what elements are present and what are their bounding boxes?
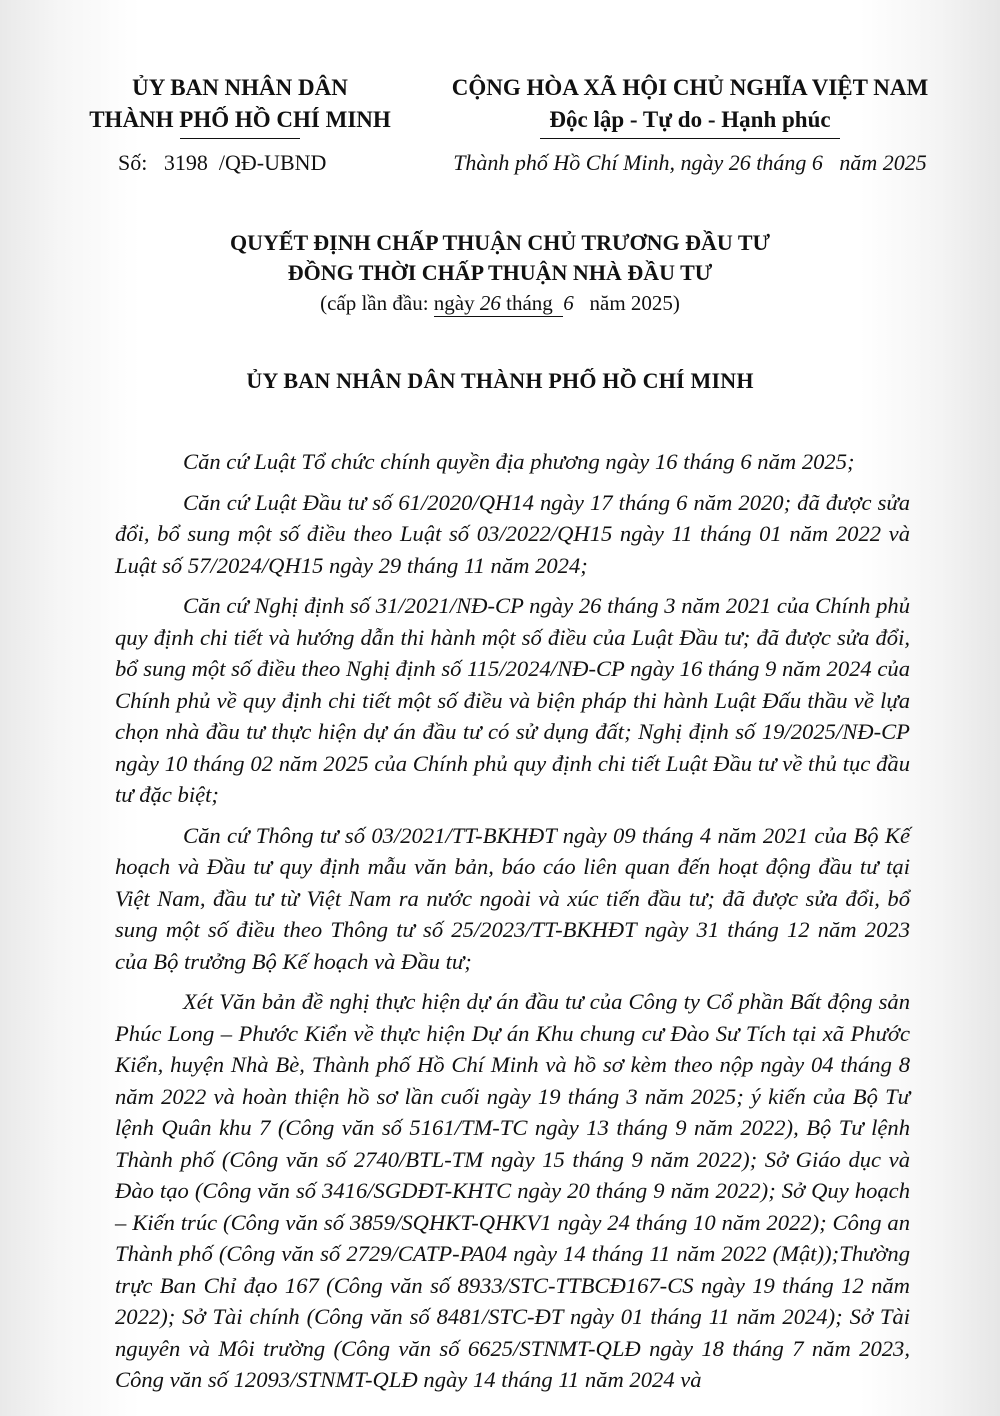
issue-year: năm 2025) [589, 291, 680, 315]
authority-line-1: ỦY BAN NHÂN DÂN [132, 75, 348, 100]
paragraph: Căn cứ Thông tư số 03/2021/TT-BKHĐT ngày 09 tháng 4 năm 2021 của Bộ Kế hoạch và Đầu tư quy định mẫu văn bản, báo cáo liên quan đến hoạt động đầu tư tại Việt Nam, đầu tư từ Việt Nam ra nước ngoài và xúc tiến đầu tư; đã được sửa đổi, bổ sung một số điều theo Thông tư số 25/2023/TT-BKHĐT ngày 31 tháng 12 năm 2023 của Bộ trưởng Bộ Kế hoạch và Đầu tư; [115, 822, 910, 974]
deciding-authority: ỦY BAN NHÂN DÂN THÀNH PHỐ HỒ CHÍ MINH [246, 368, 754, 393]
issue-date-line [60, 288, 940, 318]
title-line-1: QUYẾT ĐỊNH CHẤP THUẬN CHỦ TRƯƠNG ĐẦU TƯ [229, 230, 771, 255]
title-line-2: ĐỒNG THỜI CHẤP THUẬN NHÀ ĐẦU TƯ [287, 260, 713, 285]
issue-day: 26 [479, 291, 501, 315]
issue-month-label: tháng [506, 291, 553, 315]
document-number [118, 150, 326, 176]
issue-month: 6 [563, 291, 574, 315]
issuing-authority-header [70, 72, 410, 139]
document-title [60, 228, 940, 318]
doc-number-suffix: /QĐ-UBND [218, 150, 327, 175]
issue-day-label: ngày [433, 291, 475, 315]
doc-number-prefix: Số: [118, 150, 148, 175]
issue-date-underlined [434, 290, 563, 317]
issue-prefix: (cấp lần đầu: [320, 291, 429, 315]
doc-number-value: 3198 [163, 150, 208, 175]
paragraph: Căn cứ Luật Đầu tư số 61/2020/QH14 ngày 17 tháng 6 năm 2020; đã được sửa đổi, bổ sung một số điều theo Luật số 03/2022/QH15 ngày 11 tháng 01 năm 2022 và Luật số 57/2024/QH15 ngày 29 tháng 11 năm 2024; [115, 489, 910, 578]
country-name: CỘNG HÒA XÃ HỘI CHỦ NGHĨA VIỆT NAM [451, 75, 929, 100]
document-date: Thành phố Hồ Chí Minh, ngày 26 tháng 6 năm 2025 [453, 150, 927, 175]
authority-underline [180, 138, 300, 139]
document-body [115, 446, 910, 1405]
motto: Độc lập - Tự do - Hạnh phúc [549, 107, 831, 132]
authority-line-2: THÀNH PHỐ HỒ CHÍ MINH [89, 107, 391, 132]
paragraph: Căn cứ Nghị định số 31/2021/NĐ-CP ngày 26 tháng 3 năm 2021 của Chính phủ quy định chi tiết và hướng dẫn thi hành một số điều của Luật Đầu tư; đã được sửa đổi, bổ sung một số điều theo Nghị định số 115/2024/NĐ-CP ngày 16 tháng 9 năm 2024 của Chính phủ về quy định chi tiết một số điều và biện pháp thi hành Luật Đấu thầu về lựa chọn nhà đầu tư thực hiện dự án đầu tư có sử dụng đất; Nghị định số 19/2025/NĐ-CP ngày 10 tháng 02 năm 2025 của Chính phủ quy định chi tiết Luật Đầu tư về thủ tục đầu tư đặc biệt; [115, 593, 910, 807]
national-motto-header [420, 72, 960, 139]
motto-underline [540, 138, 840, 139]
paragraph: Xét Văn bản đề nghị thực hiện dự án đầu tư của Công ty Cổ phần Bất động sản Phúc Long – Phước Kiển về thực hiện Dự án Khu chung cư Đào Sư Tích tại xã Phước Kiển, huyện Nhà Bè, Thành phố Hồ Chí Minh và hồ sơ kèm theo nộp ngày 04 tháng 8 năm 2022 và hoàn thiện hồ sơ lần cuối ngày 19 tháng 3 năm 2025; ý kiến của Bộ Tư lệnh Quân khu 7 (Công văn số 5161/TM-TC ngày 13 tháng 9 năm 2022), Bộ Tư lệnh Thành phố (Công văn số 2740/BTL-TM ngày 15 tháng 9 năm 2022); Sở Giáo dục và Đào tạo (Công văn số 3416/SGDĐT-KHTC ngày 20 tháng 9 năm 2022); Sở Quy hoạch – Kiến trúc (Công văn số 3859/SQHKT-QHKV1 ngày 24 tháng 10 năm 2022); Công an Thành phố (Công văn số 2729/CATP-PA04 ngày 14 tháng 11 năm 2022 (Mật));Thường trực Ban Chỉ đạo 167 (Công văn số 8933/STC-TTBCĐ167-CS ngày 19 tháng 12 năm 2022); Sở Tài chính (Công văn số 8481/STC-ĐT ngày 01 tháng 11 năm 2024); Sở Tài nguyên và Môi trường (Công văn số 6625/STNMT-QLĐ ngày 18 tháng 7 năm 2023, Công văn số 12093/STNMT-QLĐ ngày 14 tháng 11 năm 2024 và [115, 989, 910, 1392]
paragraph: Căn cứ Luật Tổ chức chính quyền địa phương ngày 16 tháng 6 năm 2025; [183, 449, 855, 474]
